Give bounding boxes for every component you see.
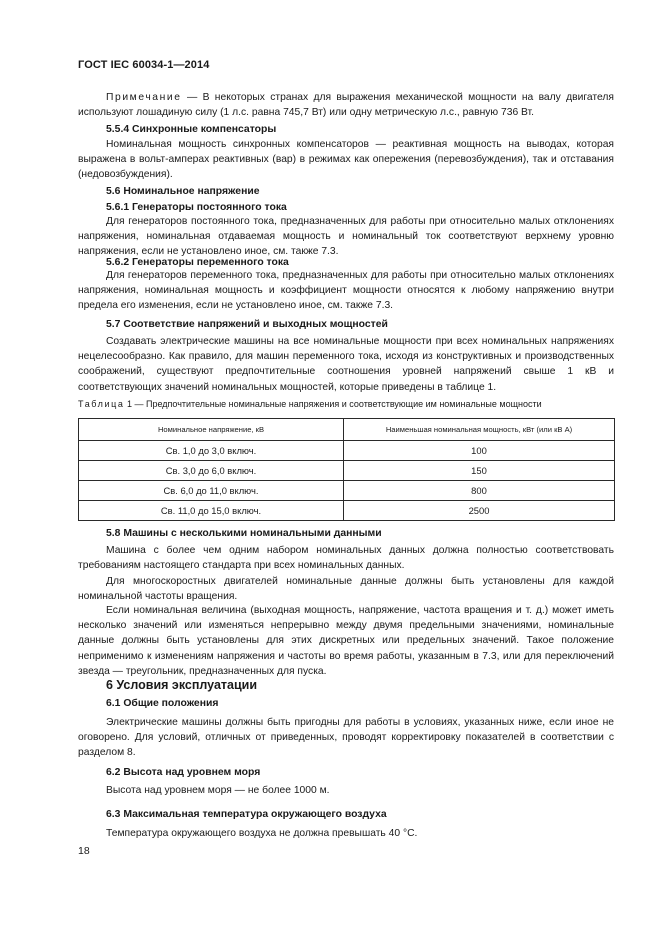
heading-6-1: 6.1 Общие положения	[106, 698, 219, 709]
heading-5-6: 5.6 Номинальное напряжение	[106, 186, 260, 197]
table-cell-voltage: Св. 3,0 до 6,0 включ.	[79, 461, 344, 481]
paragraph-5-8-2: Для многоскоростных двигателей номинальные данные должны быть установлены для каждой номинальной частоты вращения.	[78, 576, 614, 603]
heading-5-7: 5.7 Соответствие напряжений и выходных мощностей	[106, 319, 388, 330]
paragraph-6-3: Температура окружающего воздуха не должна превышать 40 °C.	[106, 828, 418, 839]
heading-6: 6 Условия эксплуатации	[106, 678, 258, 692]
table-cell-voltage: Св. 11,0 до 15,0 включ.	[79, 501, 344, 521]
heading-5-6-1: 5.6.1 Генераторы постоянного тока	[106, 202, 287, 213]
table-row	[79, 461, 615, 481]
table-row	[79, 481, 615, 501]
table-caption-label: Таблица	[78, 399, 125, 409]
heading-5-8: 5.8 Машины с несколькими номинальными данными	[106, 528, 382, 539]
document-header: ГОСТ IEC 60034-1—2014	[78, 59, 210, 71]
table-cell-power: 150	[344, 461, 615, 481]
table-caption	[78, 399, 638, 409]
table-cell-voltage: Св. 1,0 до 3,0 включ.	[79, 441, 344, 461]
note-text: — В некоторых странах для выражения механической мощности на валу двигателя используют лошадиную силу (1 л.с. равна 745,7 Вт) или одну метрическую л.с., равную 736 Вт.	[78, 92, 614, 119]
table-row	[79, 441, 615, 461]
voltage-power-table	[78, 418, 615, 521]
table-caption-text: 1 — Предпочтительные номинальные напряжения и соответствующие им номинальные мощности	[124, 399, 542, 409]
paragraph-5-8-3: Если номинальная величина (выходная мощность, напряжение, частота вращения и т. д.) может иметь несколько значений или изменяться непрерывно между двумя предельными значениями, номинальные данные должны быть установлены для этих дискретных или предельных значений. Такое положение неприменимо к изменениям напряжения и частоты во время работы, указанным в 7.3, или для переключений звезда — треугольник, предназначенных для пуска.	[78, 605, 614, 677]
table-header-power: Наименьшая номинальная мощность, кВт (или кВ А)	[344, 419, 615, 441]
heading-5-5-4: 5.5.4 Синхронные компенсаторы	[106, 124, 277, 135]
heading-6-2: 6.2 Высота над уровнем моря	[106, 767, 261, 778]
paragraph-5-6-2: Для генераторов переменного тока, предназначенных для работы при относительно малых отклонениях напряжения, номинальная мощность и коэффициент мощности относятся к любому напряжению внутри предела его изменения, если не установлено иное, см. также 7.3.	[78, 270, 614, 312]
note-paragraph	[78, 90, 614, 120]
table-row	[79, 501, 615, 521]
paragraph-5-7: Создавать электрические машины на все номинальные мощности при всех номинальных напряжениях нецелесообразно. Как правило, для машин переменного тока, исходя из конструктивных и производственных соображений, существуют предпочтительные соотношения уровней напряжений свыше 1 кВ и соответствующих значений номинальных мощностей, которые приведены в таблице 1.	[78, 336, 614, 393]
paragraph-6-2: Высота над уровнем моря — не более 1000 м.	[106, 785, 330, 796]
heading-6-3: 6.3 Максимальная температура окружающего воздуха	[106, 809, 387, 820]
table-header-voltage: Номинальное напряжение, кВ	[79, 419, 344, 441]
paragraph-5-5-4: Номинальная мощность синхронных компенсаторов — реактивная мощность на выводах, которая выражена в вольт-амперах реактивных (вар) в режимах как опережения (перевозбуждения), так и отставания (недовозбуждения).	[78, 139, 614, 181]
paragraph-5-6-1: Для генераторов постоянного тока, предназначенных для работы при относительно малых отклонениях напряжения, номинальная отдаваемая мощность и номинальный ток соответствуют верхнему уровню напряжения, если не установлено иное, см. также 7.3.	[78, 216, 614, 258]
table-cell-power: 800	[344, 481, 615, 501]
page-number: 18	[78, 845, 90, 857]
paragraph-6-1: Электрические машины должны быть пригодны для работы в условиях, указанных ниже, если иное не оговорено. Для условий, отличных от приведенных, проводят корректировку показателей в соответствии с разделом 8.	[78, 717, 614, 759]
table-cell-power: 100	[344, 441, 615, 461]
table-cell-voltage: Св. 6,0 до 11,0 включ.	[79, 481, 344, 501]
table-cell-power: 2500	[344, 501, 615, 521]
heading-5-6-2: 5.6.2 Генераторы переменного тока	[106, 257, 289, 268]
table-header-row	[79, 419, 615, 441]
paragraph-5-8-1: Машина с более чем одним набором номинальных данных должна полностью соответствовать требованиям настоящего стандарта при всех номинальных данных.	[78, 545, 614, 572]
note-label: Примечание	[106, 92, 182, 103]
